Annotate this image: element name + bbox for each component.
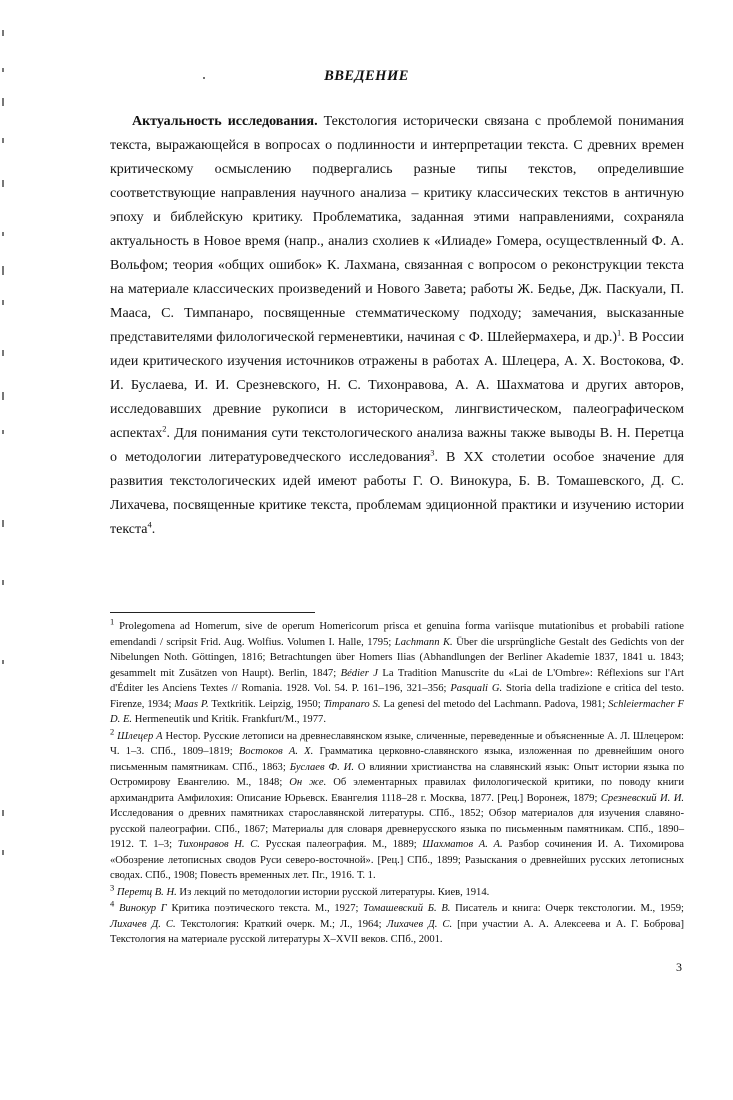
- footnote-text: Über die ursprüngliche Gestalt des Gedichts von der Nibelungen Noth. Göttingen, 1816; Betrachtungen über Homers Ilias (Abhandlungen der Berliner Akademie 1837, 1841 u. 1843; gesammelt mit Zusätzen von Haupt). Berlin, 1847;: [110, 636, 685, 679]
- intro-paragraph: [110, 110, 684, 542]
- footnote-2: [110, 725, 685, 884]
- footnote-author: Перетц В. Н.: [114, 886, 177, 898]
- footnote-author: Lachmann K.: [394, 636, 453, 648]
- footnote-text: La genesi del metodo del Lachmann. Padova, 1981;: [380, 698, 609, 710]
- footnote-2-number: 2: [110, 725, 115, 736]
- footnote-text: Нестор. Русские летописи на древнеславянском языке, сличенные, переведенные и объясненные А. Л. Шлецером: Ч. 1–3. СПб., 1809–1819;: [110, 730, 684, 757]
- footnote-divider: [110, 612, 315, 613]
- footnote-author: Maas P.: [174, 698, 209, 710]
- footnote-1-number: 1: [110, 616, 115, 627]
- footnote-4: [110, 898, 684, 948]
- footnote-author: Винокур Г: [114, 903, 167, 914]
- footnotes: [110, 616, 685, 949]
- footnote-author: Pasquali G.: [450, 683, 503, 694]
- footnote-author: Тихонравов Н. С.: [177, 839, 260, 850]
- intro-lead: Актуальность исследования.: [132, 114, 318, 129]
- footnote-text: Textkritik. Leipzig, 1950;: [208, 698, 324, 710]
- footnote-author: Востоков А. Х.: [238, 746, 314, 757]
- footnote-author: Томашевский Б. В.: [363, 903, 451, 914]
- intro-section: [110, 110, 684, 542]
- footnote-author: Лихачев Д. С.: [386, 918, 453, 930]
- footnote-author: Шахматов А. А.: [422, 839, 503, 850]
- footnote-text: La Tradition Manuscrite du «Lai de L'Ombre»: Réflexions sur l'Art d'Éditer les Anciens Textes // Romania. 1928. Vol. 54. P. 161–196, 321–356;: [110, 667, 684, 694]
- footnote-text: Из лекций по методологии истории русской литературы. Киев, 1914.: [176, 886, 490, 898]
- footnote-author: Timpanaro S.: [323, 698, 381, 710]
- intro-text-2: . В России идеи критического изучения источников отражены в работах А. Шлецера, А. Х. Востокова, Ф. И. Буслаева, И. И. Срезневского, Н. С. Тихонравова, А. А. Шахматова и других авторов, исследовавших древние рукописи в историческом, лингвистическом, палеографическом аспектах: [110, 330, 684, 441]
- footnote-3: [110, 881, 684, 901]
- footnote-text: Текстология: Краткий очерк. М.; Л., 1964;: [175, 918, 387, 930]
- footnote-text: [при участии А. А. Алексеева и А. Г. Боброва] Текстология на материале русской литературы X–XVII веков. СПб., 2001.: [110, 918, 684, 945]
- page-title: ВВЕДЕНИЕ: [324, 68, 409, 84]
- footnote-text: Писатель и книга: Очерк текстологии. М., 1959;: [450, 903, 684, 914]
- intro-text-5: .: [151, 522, 156, 537]
- page-number: 3: [676, 960, 682, 974]
- footnote-author: Шлецер А: [114, 730, 163, 742]
- footnote-text: Исследования о древних памятниках старославянской литературы. СПб., 1852; Обзор материалов для изучения славяно-русской палеографии. СПб., 1867; Материалы для словаря древнерусского языка по письменным памятникам. СПб., 1890–1912. Т. 1–3;: [110, 808, 684, 850]
- footnote-ref-3: 3: [430, 447, 435, 458]
- footnote-author: Буслаев Ф. И.: [289, 761, 354, 773]
- footnote-text: Hermeneutik und Kritik. Frankfurt/M., 1977.: [132, 714, 326, 725]
- footnote-1: [110, 616, 685, 728]
- footnote-author: Срезневский И. И.: [600, 792, 684, 804]
- footnote-ref-2: 2: [162, 423, 167, 434]
- footnote-text: Prolegomena ad Homerum, sive de operum Homericorum prisca et genuina forma variisque mutationibus et probabili ratione emendandi / scripsit Frid. Aug. Wolfius. Volumen I. Halle, 1795;: [110, 621, 684, 648]
- footnote-text: Критика поэтического текста. М., 1927;: [166, 903, 364, 914]
- footnote-text: Разбор сочинения И. А. Тихомирова «Обозрение летописных сводов Руси северо-восточной». [Рец.] СПб., 1899; Разыскания о древнейших русских летописных сводах. СПб., 1908; Повесть временных лет. Пг., 1916. Т. 1.: [110, 839, 684, 881]
- footnote-text: Storia della tradizione e critica del testo. Firenze, 1934;: [110, 683, 684, 710]
- footnote-author: Bédier J: [340, 667, 378, 679]
- footnote-author: Schleiermacher F D. E.: [110, 698, 685, 725]
- footnote-ref-4: 4: [147, 519, 152, 530]
- footnote-3-number: 3: [110, 881, 115, 892]
- intro-text-4: . В XX столетии особое значение для развития текстологических идей имеют работы Г. О. Винокура, Б. В. Томашевского, Д. С. Лихачева, посвященные критике текста, проблемам эдиционной практики и изучению истории текста: [110, 450, 684, 537]
- intro-text-1: Текстология исторически связана с проблемой понимания текста, выражающейся в вопросах о подлинности и интерпретации текста. С древних времен критическому осмыслению подвергались разные типы текстов, определившие соответствующие направления научного анализа – критику классических текстов в античную эпоху и библейскую критику. Проблематика, заданная этими направлениями, сохраняла актуальность в Новое время (напр., анализ схолиев к «Илиаде» Гомера, осуществленный Ф. А. Вольфом; теория «общих ошибок» К. Лахмана, связанная с вопросом о реконструкции текста на материале классических произведений и Нового Завета; работы Ж. Бедье, Дж. Паскуали, П. Мааса, С. Тимпанаро, посвященные стемматическому подходу; замечания, высказанные представителями филологической герменевтики, начиная с Ф. Шлейермахера, и др.): [110, 114, 684, 345]
- footnote-author: Лихачев Д. С.: [110, 918, 176, 930]
- footnote-4-number: 4: [110, 898, 115, 909]
- scan-edge-marks: [2, 20, 12, 1000]
- footnote-text: Русская палеография. М., 1889;: [259, 839, 423, 850]
- footnote-text: О влиянии христианства на славянский язык: Опыт истории языка по Остромирову Евангелию. М., 1848;: [110, 761, 684, 788]
- footnote-text: Грамматика церковно-славянского языка, изложенная по древнейшим оного письменным памятникам. СПб., 1863;: [110, 746, 685, 773]
- footnote-ref-1: 1: [617, 327, 622, 338]
- footnote-author: Он же.: [289, 777, 327, 788]
- intro-text-3: . Для понимания сути текстологического анализа важны также выводы В. Н. Перетца о методологии литературоведческого исследования: [110, 426, 684, 465]
- footnote-text: Об элементарных правилах филологической критики, по поводу книги архимандрита Амфилохия: Описание Юрьевск. Евангелия 1118–28 г. Москва, 1877. [Рец.] Воронеж, 1879;: [110, 777, 684, 804]
